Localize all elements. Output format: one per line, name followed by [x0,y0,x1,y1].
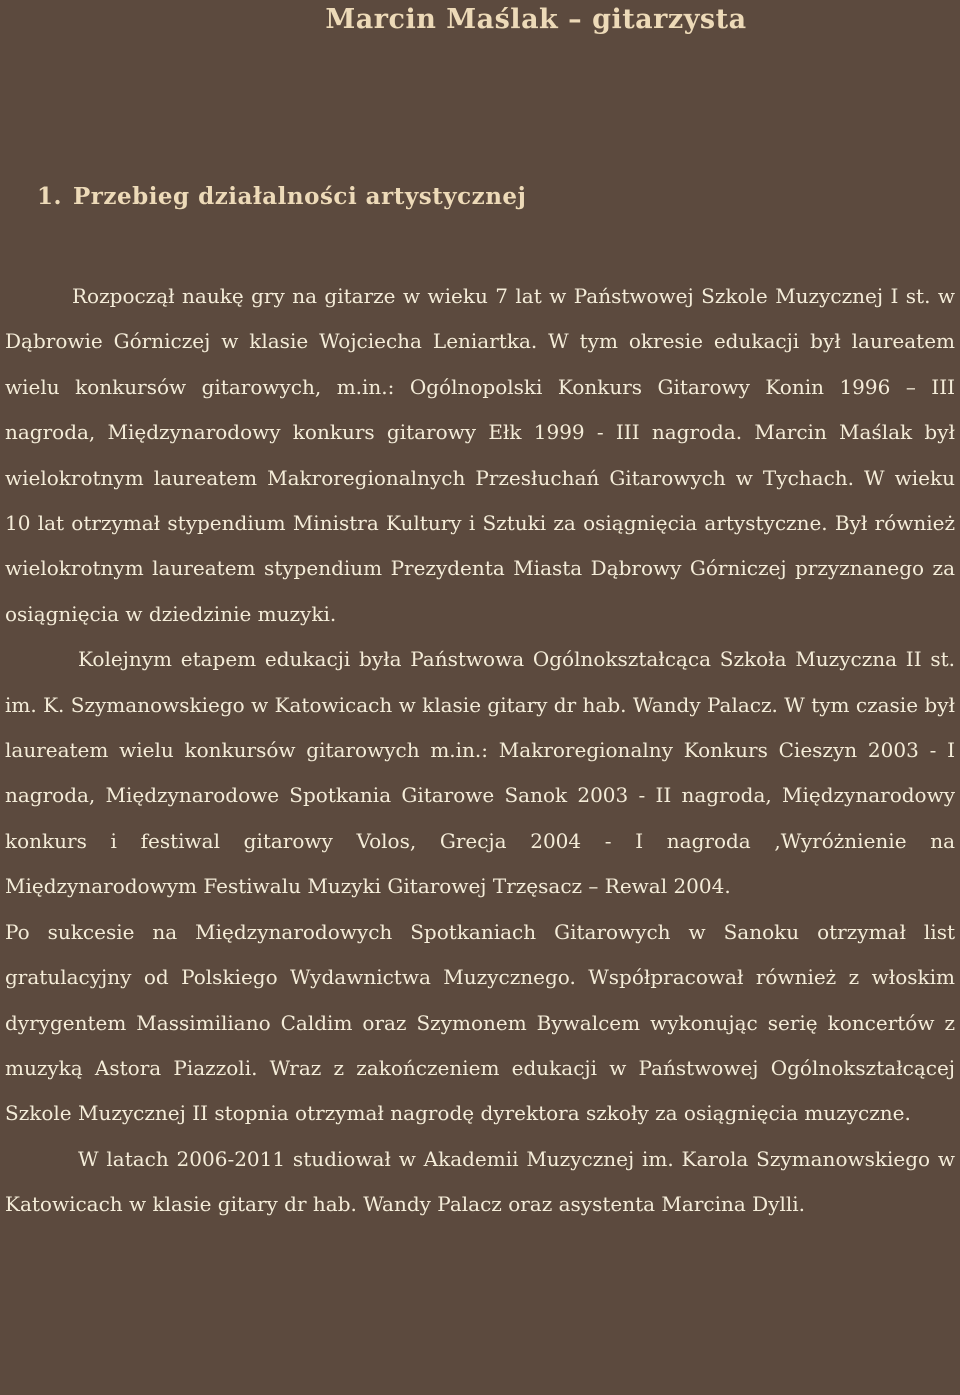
section-heading-text: Przebieg działalności artystycznej [73,183,527,210]
paragraph-secondary-school: Kolejnym etapem edukacji była Państwowa Ogólnokształcąca Szkoła Muzyczna II st. im. K. Szymanowskiego w Katowicach w klasie gitary dr hab. Wandy Palacz. W tym czasie był laureatem wielu konkursów gitarowych m.in.: Makroregionalny Konkurs Cieszyn 2003 - I nagroda, Międzynarodowe Spotkania Gitarowe Sanok 2003 - II nagroda, Międzynarodowy konkurs i festiwal gitarowy Volos, Grecja 2004 - I nagroda ,Wyróżnienie na Międzynarodowym Festiwalu Muzyki Gitarowej Trzęsacz – Rewal 2004. [5,647,955,899]
paragraph-early-education: Rozpoczął naukę gry na gitarze w wieku 7 lat w Państwowej Szkole Muzycznej I st. w Dąbrowie Górniczej w klasie Wojciecha Leniartka. W tym okresie edukacji był laureatem wielu konkursów gitarowych, m.in.: Ogólnopolski Konkurs Gitarowy Konin 1996 – III nagroda, Międzynarodowy konkurs gitarowy Ełk 1999 - III nagroda. Marcin Maślak był wielokrotnym laureatem Makroregionalnych Przesłuchań Gitarowych w Tychach. W wieku 10 lat otrzymał stypendium Ministra Kultury i Sztuki za osiągnięcia artystyczne. Był również wielokrotnym laureatem stypendium Prezydenta Miasta Dąbrowy Górniczej przyznanego za osiągnięcia w dziedzinie muzyki. [5,284,955,626]
body-text [5,274,955,1228]
paragraph-academy: W latach 2006-2011 studiował w Akademii Muzycznej im. Karola Szymanowskiego w Katowicach w klasie gitary dr hab. Wandy Palacz oraz asystenta Marcina Dylli. [5,1146,955,1217]
paragraph-achievements: Po sukcesie na Międzynarodowych Spotkaniach Gitarowych w Sanoku otrzymał list gratulacyjny od Polskiego Wydawnictwa Muzycznego. Współpracował również z włoskim dyrygentem Massimiliano Caldim oraz Szymonem Bywalcem wykonując serię koncertów z muzyką Astora Piazzoli. Wraz z zakończeniem edukacji w Państwowej Ogólnokształcącej Szkole Muzycznej II stopnia otrzymał nagrodę dyrektora szkoły za osiągnięcia muzyczne. [5,919,955,1126]
section-number: 1. [37,183,63,210]
document-title: Marcin Maślak – gitarzysta [325,4,747,35]
section-heading [37,180,526,214]
